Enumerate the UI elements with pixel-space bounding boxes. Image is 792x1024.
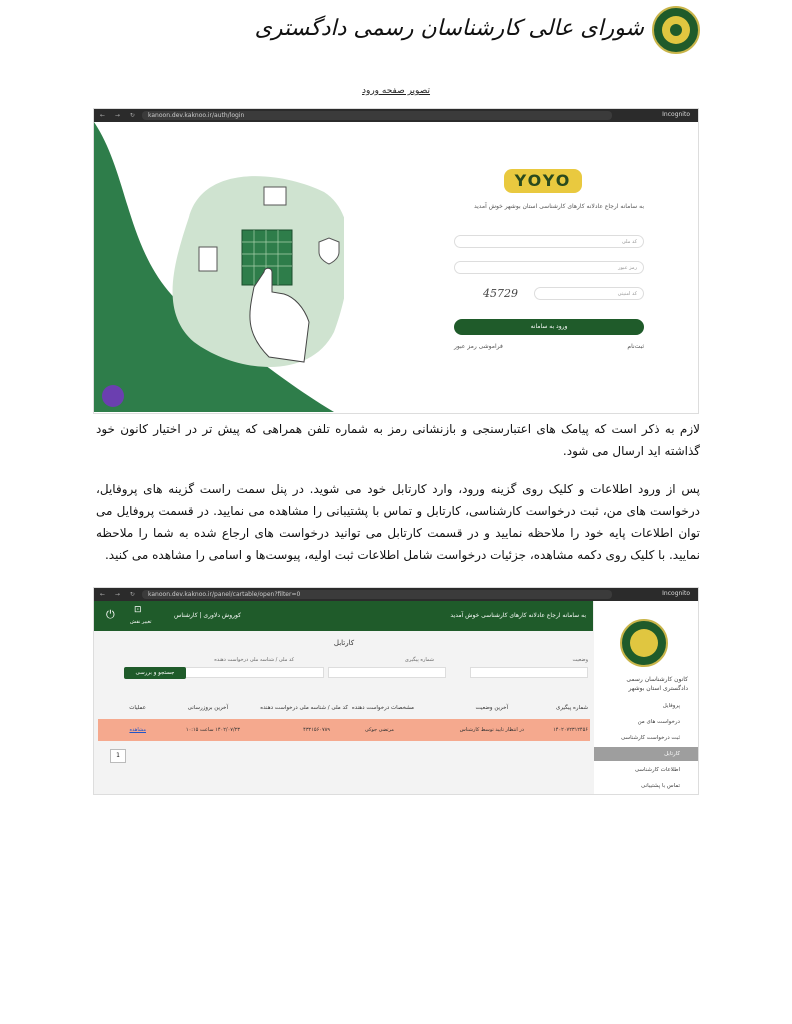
browser-toolbar — [94, 588, 698, 601]
cell-updated: ۱۴۰۲/۰۷/۲۳ ساعت ۱۰:۱۵ — [185, 727, 240, 733]
cell-requester: مرتضی جوکی — [364, 727, 394, 733]
col-requester: مشخصات درخواست دهنده — [351, 705, 414, 711]
col-national-id: کد ملی / شناسه ملی درخواست دهنده — [260, 705, 348, 711]
incognito-badge: Incognito — [662, 590, 690, 597]
national-id-filter-input[interactable] — [184, 667, 324, 678]
forgot-password-link[interactable]: فراموشی رمز عبور — [454, 343, 503, 350]
login-screenshot — [93, 108, 699, 414]
welcome-text: به سامانه ارجاع عادلانه کارهای کارشناسی استان بوشهر خوش آمدید — [473, 203, 644, 210]
user-name: کوروش دلاوری | کارشناس — [174, 612, 241, 619]
nav-arrows-icon: ← → ↻ — [100, 112, 139, 119]
document-header — [254, 0, 710, 60]
dashboard-screenshot — [93, 587, 699, 795]
captcha-input[interactable]: کد امنیتی — [534, 287, 644, 300]
tracking-filter-label: شماره پیگیری — [404, 657, 434, 663]
paragraph-cartable-guide: پس از ورود اطلاعات و کلیک روی گزینه ورود، وارد کارتابل خود می شوید. در پنل سمت راست گزینه های پروفایل، درخواست های من، ثبت درخواست کارشناسی، کارتابل و تماس با پشتیبانی را مشاهده می نمایید. در قسمت پروفایل می توان اطلاعات پایه خود را ملاحظه نمایید و در قسمت کارتابل می توانید درخواست های ارجاع شده به شما را ملاحظه نمایید. با کلیک روی دکمه مشاهده، جزئیات درخواست شامل اطلاعات ثبت اولیه، پیوست‌ها و اسامی را مشاهده می کنید. — [96, 482, 700, 562]
login-button[interactable]: ورود به سامانه — [454, 319, 644, 335]
status-filter-label: وضعیت — [572, 657, 588, 663]
org-name: کانون کارشناسان رسمی دادگستری استان بوشهر — [626, 676, 688, 692]
col-updated: آخرین بروزرسانی — [187, 705, 228, 711]
cartable-main — [94, 631, 594, 794]
password-input[interactable]: رمز عبور — [454, 261, 644, 274]
council-logo — [652, 6, 700, 54]
cell-national-id: ۴۳۲۱۵۶۰۷۸۹ — [303, 727, 330, 733]
view-link[interactable]: مشاهده — [129, 727, 146, 733]
sidebar-item-my-requests[interactable]: درخواست های من — [637, 719, 680, 725]
cell-status: در انتظار تایید توسط کارشناس — [459, 727, 524, 733]
switch-role-label[interactable]: تغییر نقش — [130, 619, 152, 625]
org-logo — [620, 619, 668, 667]
search-button[interactable]: جستجو و بررسی — [124, 667, 186, 679]
sidebar-item-cartable[interactable]: کارتابل — [594, 747, 698, 761]
login-form — [444, 169, 644, 359]
cartable-title: کارتابل — [333, 639, 355, 647]
top-welcome: به سامانه ارجاع عادلانه کارهای کارشناسی خوش آمدید — [450, 612, 586, 619]
browser-toolbar — [94, 109, 698, 122]
address-bar[interactable]: kanoon.dev.kaknoo.ir/panel/cartable/open?filter=0 — [142, 590, 612, 599]
chat-icon[interactable] — [102, 385, 124, 407]
paragraph-sms-note: لازم به ذکر است که پیامک های اعتبارسنجی و بازنشانی رمز به شماره تلفن همراهی که پیش تر در اختیار کانون خود گذاشته اید ارسال می شود. — [96, 422, 700, 458]
yoyo-logo: YOYO — [504, 169, 582, 193]
signup-link[interactable]: ثبت‌نام — [627, 343, 644, 350]
col-actions: عملیات — [129, 705, 146, 711]
table-row — [98, 719, 590, 741]
username-input[interactable]: کد ملی — [454, 235, 644, 248]
address-bar[interactable]: kanoon.dev.kaknoo.ir/auth/login — [142, 111, 612, 120]
council-name: شورای عالی کارشناسان رسمی دادگستری — [254, 16, 644, 41]
nav-arrows-icon: ← → ↻ — [100, 591, 139, 598]
sidebar-item-expert-info[interactable]: اطلاعات کارشناسی — [634, 767, 680, 773]
illustration-background — [94, 122, 344, 412]
captcha-image: 45729 — [483, 287, 518, 300]
cell-tracking: ۱۴۰۲۰۷۲۳۱۲۴۵۶ — [553, 727, 588, 733]
col-status: آخرین وضعیت — [475, 705, 508, 711]
tracking-filter-input[interactable] — [328, 667, 446, 678]
incognito-badge: Incognito — [662, 111, 690, 118]
switch-role-icon[interactable]: ⊡ — [134, 605, 142, 615]
status-filter-select[interactable] — [470, 667, 588, 678]
sidebar — [593, 601, 698, 794]
sidebar-item-support[interactable]: تماس با پشتیبانی — [640, 783, 680, 789]
sidebar-item-profile[interactable]: پروفایل — [662, 703, 680, 709]
col-tracking: شماره پیگیری — [556, 705, 588, 711]
power-icon[interactable]: ⏻ — [106, 608, 115, 621]
sidebar-item-new-request[interactable]: ثبت درخواست کارشناسی — [620, 735, 680, 741]
login-caption: تصویر صفحه ورود — [361, 86, 431, 96]
page-number[interactable]: 1 — [110, 749, 126, 763]
national-id-filter-label: کد ملی / شناسه ملی درخواست دهنده — [214, 657, 294, 663]
table-header — [94, 701, 594, 715]
